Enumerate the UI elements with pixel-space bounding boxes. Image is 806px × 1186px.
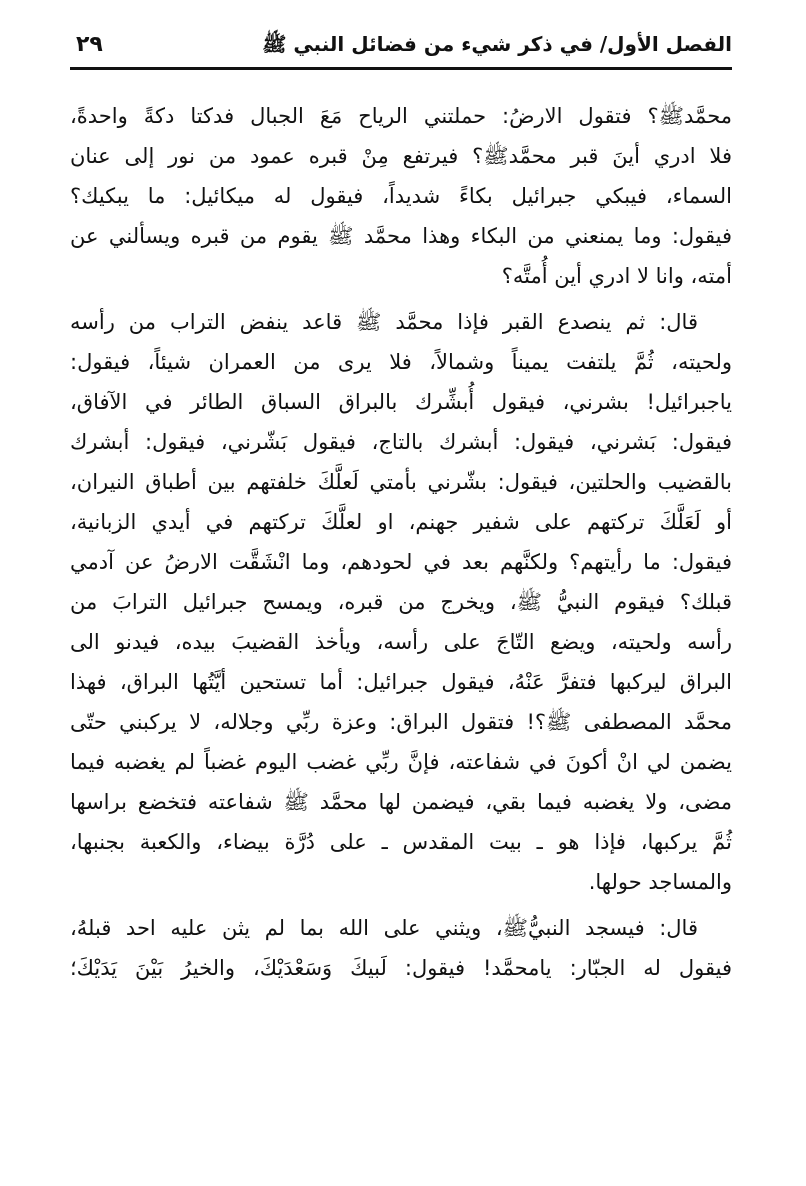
text-line: فلا ادري أينَ قبر محمَّدﷺ؟ فيرتفع مِنْ قبره عمود من نور إلى عنان (70, 144, 732, 168)
paragraph (70, 302, 732, 902)
text-line: قبلك؟ فيقوم النبيُّ ﷺ، ويخرج من قبره، ويمسح جبرائيل الترابَ من (70, 590, 732, 614)
text-line: فيقول: وما يمنعني من البكاء وهذا محمَّد ﷺ يقوم من قبره ويسألني عن (70, 224, 732, 248)
text-line: أو لَعَلَّكَ تركتهم على شفير جهنم، او لعلَّكَ تركتهم في أيدي الزبانية، (70, 510, 732, 534)
text-line: فيقول له الجبّار: يامحمَّد! فيقول: لَبيكَ وَسَعْدَيْكَ، والخيرُ بَيْنَ يَدَيْكَ؛ (70, 956, 732, 980)
chapter-title: الفصل الأول/ في ذكر شيء من فضائل النبي ﷺ (262, 32, 732, 56)
page-number: ٢٩ (76, 32, 103, 57)
text-line: والمساجد حولها. (588, 870, 732, 894)
text-line: محمَّد المصطفى ﷺ؟! فتقول البراق: وعزة ربِّي وجلاله، لا يركبني حتّى (70, 710, 732, 734)
text-line: فيقول: بَشرني، فيقول: أبشرك بالتاج، فيقول بَشّرني، فيقول: أبشرك (70, 430, 732, 454)
text-line: قال: فيسجد النبيُّﷺ، ويثني على الله بما لم يثن عليه احد قبلهُ، (70, 916, 698, 940)
running-header (70, 30, 732, 70)
text-line: مضى، ولا يغضبه فيما بقي، فيضمن لها محمَّد ﷺ شفاعته فتخضع براسها (70, 790, 732, 814)
text-line: محمَّدﷺ؟ فتقول الارضُ: حملتني الرياح مَعَ الجبال فدكتا دكةً واحدةً، (70, 104, 732, 128)
paragraph (70, 908, 732, 988)
text-line: ثُمَّ يركبها، فإذا هو ـ بيت المقدس ـ على دُرَّة بيضاء، والكعبة بجنبها، (70, 830, 732, 854)
text-line: بالقضيب والحلتين، فيقول: بشّرني بأمتي لَعلَّكَ خلفتهم بين أطباق النيران، (70, 470, 732, 494)
text-line: قال: ثم ينصدع القبر فإذا محمَّد ﷺ قاعد ينفض التراب من رأسه (70, 310, 698, 334)
text-line: رأسه ولحيته، ويضع التّاجَ على رأسه، ويأخذ القضيبَ بيده، فيدنو الى (70, 630, 732, 654)
header-rule (70, 67, 732, 70)
text-line: ياجبرائيل! بشرني، فيقول أُبشِّرك بالبراق السباق الطائر في الآفاق، (70, 390, 732, 414)
text-line: ولحيته، ثُمَّ يلتفت يميناً وشمالاً، فلا يرى من العمران شيئاً، فيقول: (70, 350, 732, 374)
text-line: البراق ليركبها فتفرَّ عَنْهُ، فيقول جبرائيل: أما تستحين أيَّتُها البراق، فهذا (70, 670, 732, 694)
body-text (70, 96, 732, 988)
text-line: يضمن لي انْ أكونَ في شفاعته، فإنَّ ربِّي غضب اليوم غضباً لم يغضبه فيما (70, 750, 732, 774)
text-line: السماء، فيبكي جبرائيل بكاءً شديداً، فيقول له ميكائيل: ما يبكيك؟ (70, 184, 732, 208)
text-line: فيقول: ما رأيتهم؟ ولكنَّهم بعد في لحودهم، وما انْشَقَّت الارضُ عن آدمي (70, 550, 732, 574)
text-line: أمته، وانا لا ادري أين أُمتَّه؟ (501, 264, 732, 288)
paragraph (70, 96, 732, 296)
